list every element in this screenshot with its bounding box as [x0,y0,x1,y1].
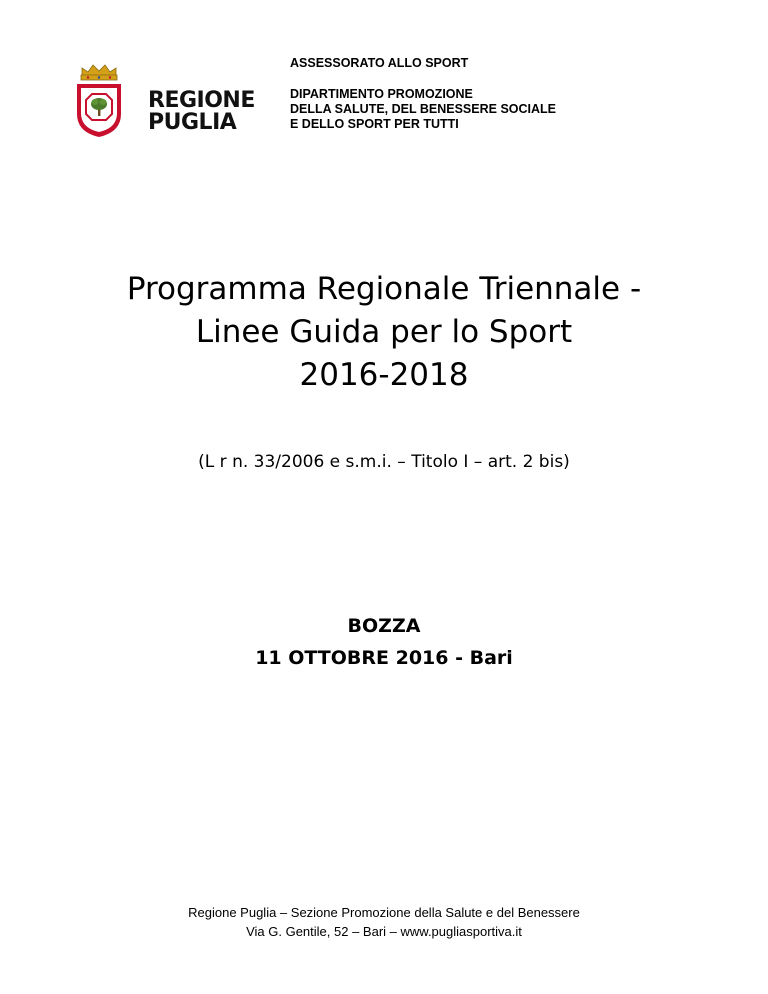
footer-line-2: Via G. Gentile, 52 – Bari – www.pugliasportiva.it [246,924,522,939]
department-line-3: E DELLO SPORT PER TUTTI [290,117,459,131]
draft-date-place: 11 OTTOBRE 2016 - Bari [255,647,513,669]
department-line-2: DELLA SALUTE, DEL BENESSERE SOCIALE [290,102,557,116]
footer-line-1: Regione Puglia – Sezione Promozione della Salute e del Benessere [188,905,580,920]
title-line-2: Linee Guida per lo Sport [195,314,573,350]
logo-line-regione: REGIONE [148,88,255,113]
logo-wordmark [148,90,255,134]
title-line-3: 2016-2018 [299,357,469,393]
logo-line-puglia: PUGLIA [148,110,237,135]
draft-notice [0,610,768,674]
regione-puglia-crest-icon [74,62,124,138]
department-heading [290,56,630,132]
law-reference: (L r n. 33/2006 e s.m.i. – Titolo I – art. 2 bis) [198,452,570,472]
page-footer [0,903,768,941]
draft-label: BOZZA [347,615,421,637]
regione-puglia-logo [62,40,255,150]
document-title [0,268,768,397]
title-line-1: Programma Regionale Triennale - [126,271,642,307]
assessorato-label: ASSESSORATO ALLO SPORT [290,56,469,70]
department-line-1: DIPARTIMENTO PROMOZIONE [290,87,473,101]
